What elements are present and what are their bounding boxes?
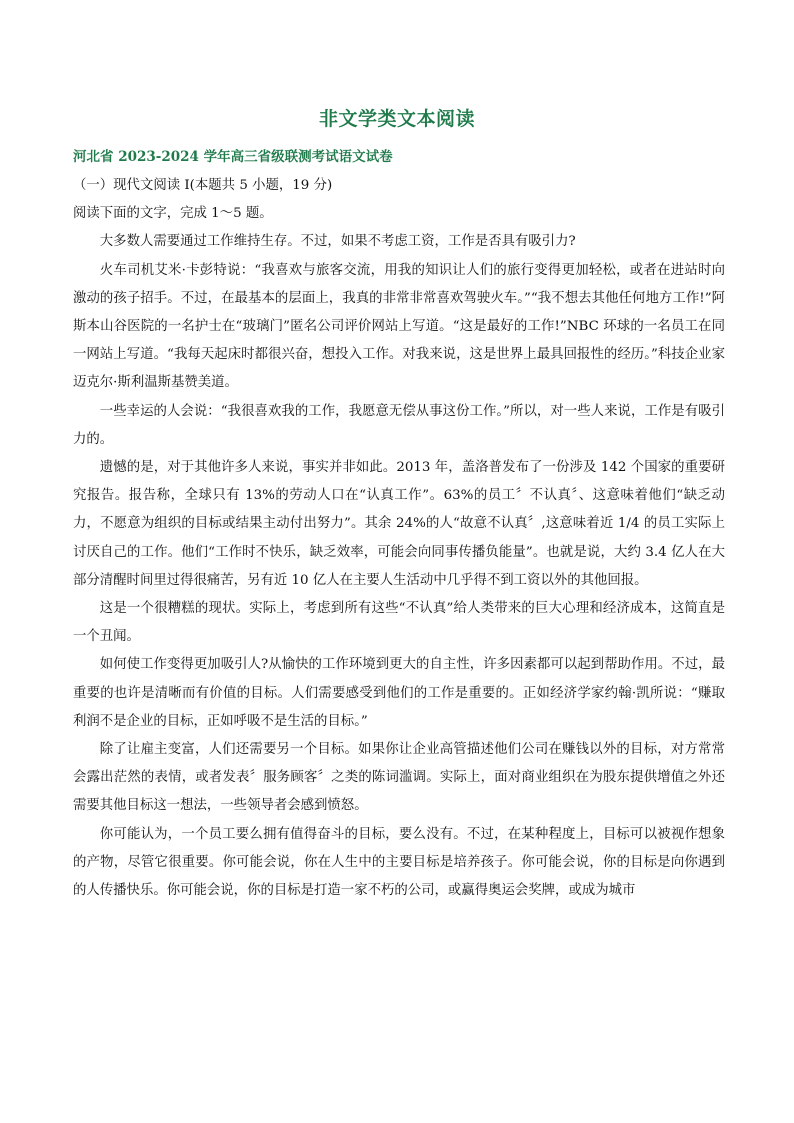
paragraph-8: 你可能认为，一个员工要么拥有值得奋斗的目标，要么没有。不过，在某种程度上，目标可以被视作想象的产物，尽管它很重要。你可能会说，你在人生中的主要目标是培养孩子。你可能会说，你的目标是向你遇到的人传播快乐。你可能会说，你的目标是打造一家不朽的公司，或赢得奥运会奖牌，或成为城市 (73, 826, 725, 899)
paragraph-4: 遗憾的是，对于其他许多人来说，事实并非如此。2013 年，盖洛普发布了一份涉及 142 个国家的重要研究报告。报告称，全球只有 13%的劳动人口在“认真工作”。63%的员工〞不认真〞、这意味着他们“缺乏动力，不愿意为组织的目标或结果主动付出努力”。其余 24%的人“故意不认真〞,这意味着近 1/4 的员工实际上讨厌自己的工作。他们“工作时不快乐，缺乏效率，可能会向同事传播负能量”。也就是说，大约 3.4 亿人在大部分清醒时间里过得很痛苦，另有近 10 亿人在主要人生活动中几乎得不到工资以外的其他回报。 (73, 460, 725, 588)
article-body (73, 172, 725, 905)
page-title: 非文学类文本阅读 (318, 108, 475, 130)
paragraph-5: 这是一个很糟糕的现状。实际上，考虑到所有这些“不认真”给人类带来的巨大心理和经济成本，这简直是一个丑闻。 (73, 601, 725, 645)
paragraph-1: 大多数人需要通过工作维持生存。不过，如果不考虑工资，工作是否具有吸引力? (99, 234, 576, 250)
paragraph-6: 如何使工作变得更加吸引人?从愉快的工作环境到更大的自主性，许多因素都可以起到帮助作用。不过，最重要的也许是清晰而有价值的目标。人们需要感受到他们的工作是重要的。正如经济学家约翰·凯所说：“赚取利润不是企业的目标，正如呼吸不是生活的目标。” (73, 657, 725, 729)
paragraph-7: 除了让雇主变富，人们还需要另一个目标。如果你让企业高管描述他们公司在赚钱以外的目标，对方常常会露出茫然的表情，或者发表〞服务顾客〞之类的陈词滥调。实际上，面对商业组织在为股东提供增值之外还需要其他目标这一想法，一些领导者会感到愤怒。 (73, 742, 725, 814)
exam-source-subtitle: 河北省 2023-2024 学年高三省级联测考试语文试卷 (73, 149, 393, 165)
reading-instruction: 阅读下面的文字，完成 1～5 题。 (73, 206, 273, 222)
paragraph-2: 火车司机艾米·卡彭特说：“我喜欢与旅客交流，用我的知识让人们的旅行变得更加轻松，或者在进站时向激动的孩子招手。不过，在最基本的层面上，我真的非常非常喜欢驾驶火车。”“我不想去其他任何地方工作!”阿斯本山谷医院的一名护士在“玻璃门”匿名公司评价网站上写道。“这是最好的工作!”NBC 环球的一名员工在同一网站上写道。“我每天起床时都很兴奋，想投入工作。对我来说，这是世界上最具回报性的经历。”科技企业家迈克尔·斯利温斯基赞美道。 (73, 262, 725, 391)
paragraph-3: 一些幸运的人会说：“我很喜欢我的工作，我愿意无偿从事这份工作。”所以，对一些人来说，工作是有吸引力的。 (73, 403, 725, 447)
section-heading: （一）现代文阅读 I(本题共 5 小题，19 分) (73, 178, 333, 193)
